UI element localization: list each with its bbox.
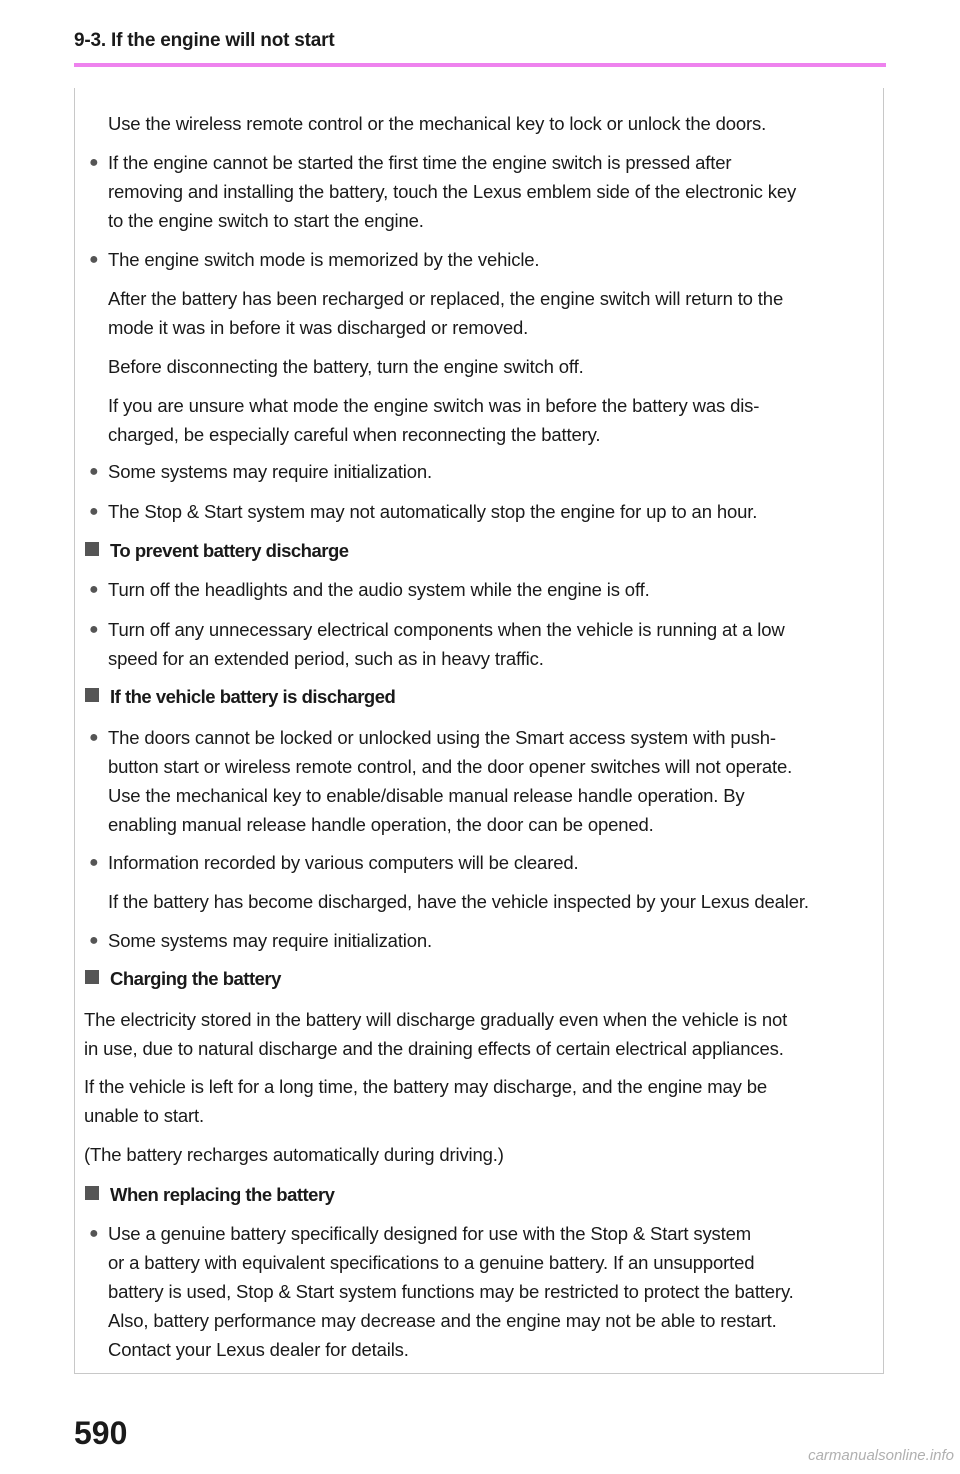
bullet-icon: ● — [89, 621, 99, 638]
bullet-icon: ● — [89, 463, 99, 480]
paragraph-line: After the battery has been recharged or replaced, the engine switch will return to the — [108, 288, 784, 309]
section-title: 9-3. If the engine will not start — [74, 30, 335, 51]
paragraph-line: The doors cannot be locked or unlocked using the Smart access system with push- — [108, 727, 776, 748]
square-bullet-icon — [84, 682, 104, 702]
subsection-heading: When replacing the battery — [110, 1184, 335, 1205]
paragraph-line: Information recorded by various computers will be cleared. — [108, 852, 579, 873]
subsection-heading: Charging the battery — [110, 968, 281, 989]
paragraph-line: Use the wireless remote control or the mechanical key to lock or unlock the doors. — [108, 113, 767, 134]
bullet-icon: ● — [89, 581, 99, 598]
paragraph-line: If the battery has become discharged, have the vehicle inspected by your Lexus dealer. — [108, 891, 809, 912]
paragraph-line: unable to start. — [84, 1105, 204, 1126]
paragraph-line: Some systems may require initialization. — [108, 930, 433, 951]
bullet-icon: ● — [89, 854, 99, 871]
paragraph-line: Use the mechanical key to enable/disable manual release handle operation. By — [108, 785, 745, 806]
paragraph-line: The electricity stored in the battery will discharge gradually even when the vehicle is not — [84, 1009, 788, 1030]
paragraph-line: If you are unsure what mode the engine switch was in before the battery was dis- — [108, 395, 760, 416]
paragraph-line: The engine switch mode is memorized by the vehicle. — [108, 249, 540, 270]
paragraph-line: The Stop & Start system may not automatically stop the engine for up to an hour. — [108, 501, 758, 522]
bullet-icon: ● — [89, 503, 99, 520]
bullet-icon: ● — [89, 729, 99, 746]
paragraph-line: mode it was in before it was discharged or removed. — [108, 317, 529, 338]
paragraph-line: Before disconnecting the battery, turn the engine switch off. — [108, 356, 584, 377]
square-bullet-icon — [84, 1180, 104, 1200]
paragraph-line: to the engine switch to start the engine. — [108, 210, 424, 231]
watermark: carmanualsonline.info — [808, 1447, 954, 1464]
paragraph-line: Some systems may require initialization. — [108, 461, 433, 482]
page-number: 590 — [74, 1415, 128, 1451]
paragraph-line: (The battery recharges automatically during driving.) — [84, 1144, 504, 1165]
paragraph-line: If the engine cannot be started the first time the engine switch is pressed after — [108, 152, 732, 173]
header-rule — [74, 63, 886, 67]
paragraph-line: button start or wireless remote control, and the door opener switches will not operate. — [108, 756, 793, 777]
paragraph-line: Also, battery performance may decrease and the engine may not be able to restart. — [108, 1310, 777, 1331]
square-bullet-icon — [84, 536, 104, 556]
bullet-icon: ● — [89, 932, 99, 949]
square-bullet-icon — [84, 964, 104, 984]
paragraph-line: in use, due to natural discharge and the draining effects of certain electrical appliances. — [84, 1038, 784, 1059]
paragraph-line: Turn off the headlights and the audio system while the engine is off. — [108, 579, 650, 600]
paragraph-line: Use a genuine battery specifically designed for use with the Stop & Start system — [108, 1223, 752, 1244]
paragraph-line: Contact your Lexus dealer for details. — [108, 1339, 409, 1360]
paragraph-line: Turn off any unnecessary electrical components when the vehicle is running at a low — [108, 619, 785, 640]
paragraph-line: charged, be especially careful when reconnecting the battery. — [108, 424, 601, 445]
subsection-heading: To prevent battery discharge — [110, 540, 349, 561]
paragraph-line: battery is used, Stop & Start system functions may be restricted to protect the battery. — [108, 1281, 794, 1302]
subsection-heading: If the vehicle battery is discharged — [110, 686, 396, 707]
bullet-icon: ● — [89, 251, 99, 268]
paragraph-line: If the vehicle is left for a long time, the battery may discharge, and the engine may be — [84, 1076, 767, 1097]
paragraph-line: or a battery with equivalent specifications to a genuine battery. If an unsupported — [108, 1252, 755, 1273]
paragraph-line: speed for an extended period, such as in heavy traffic. — [108, 648, 544, 669]
bullet-icon: ● — [89, 154, 99, 171]
paragraph-line: enabling manual release handle operation, the door can be opened. — [108, 814, 654, 835]
bullet-icon: ● — [89, 1225, 99, 1242]
paragraph-line: removing and installing the battery, touch the Lexus emblem side of the electronic key — [108, 181, 797, 202]
